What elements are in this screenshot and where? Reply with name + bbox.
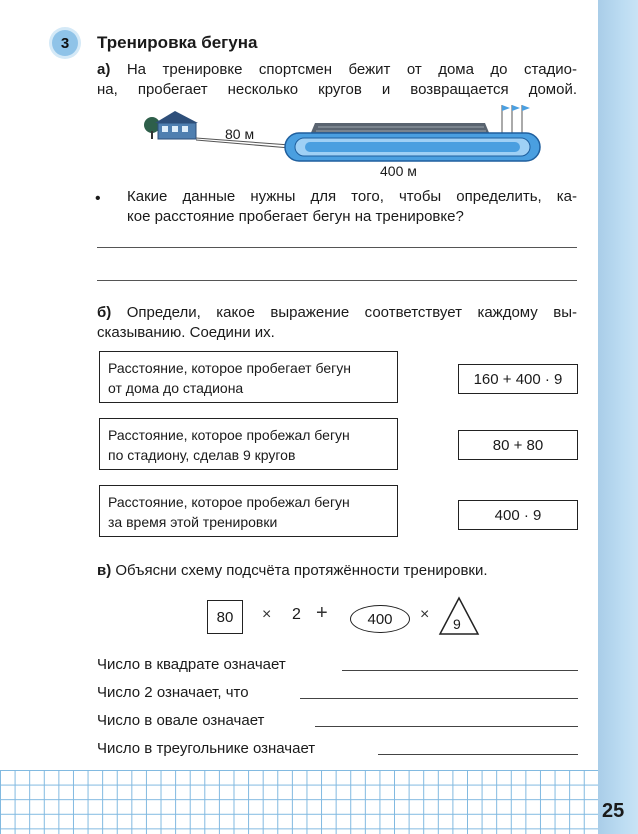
prompt-4: Число в треугольнике означает: [97, 740, 316, 757]
schema-square: 80: [207, 600, 243, 634]
distance-home-label: 80 м: [225, 126, 255, 142]
task-number-badge: 3: [52, 30, 78, 56]
prompt-2-answer-line[interactable]: [300, 698, 578, 699]
statement-box-3[interactable]: [99, 485, 398, 537]
part-c-text: Объясни схему подсчёта протяжённости тренировки.: [115, 562, 488, 579]
statement-box-2[interactable]: [99, 418, 398, 470]
part-a-text-line2: на, пробегает несколько кругов и возвращается домой.: [97, 81, 577, 98]
statement-2-line1: Расстояние, которое пробежал бегун: [108, 427, 350, 443]
part-a-line1: [97, 60, 577, 80]
part-c-line: [97, 561, 488, 581]
schema-oval: 400: [350, 605, 410, 633]
flags-icon: [502, 105, 530, 133]
schema-plus: +: [316, 602, 328, 624]
schema-two: 2: [292, 606, 301, 623]
schema-times-2: ×: [420, 606, 430, 623]
prompt-2: Число 2 означает, что: [97, 684, 249, 701]
part-a-text-line1: На тренировке спортсмен бежит от дома до стадио-: [126, 61, 578, 78]
answer-line-1[interactable]: [97, 247, 577, 248]
part-b-line1: [97, 303, 577, 323]
house-icon: [155, 111, 198, 139]
task-title: Тренировка бегуна: [97, 33, 258, 52]
prompt-1-answer-line[interactable]: [342, 670, 578, 671]
question-line1: Какие данные нужны для того, чтобы определить, ка-: [127, 188, 577, 205]
schema-triangle-value: 9: [453, 616, 461, 632]
distance-lap-label: 400 м: [380, 163, 417, 179]
prompt-3: Число в овале означает: [97, 712, 265, 729]
expression-box-1[interactable]: 160 + 400 · 9: [458, 364, 578, 394]
question-line2: кое расстояние пробегает бегун на тренировке?: [127, 208, 464, 225]
part-b-text-line1: Определи, какое выражение соответствует каждому вы-: [126, 304, 578, 321]
part-a-label: а): [97, 61, 111, 78]
part-b-text-line2: сказыванию. Соедини их.: [97, 324, 275, 341]
prompt-1: Число в квадрате означает: [97, 656, 286, 673]
statement-box-1[interactable]: [99, 351, 398, 403]
statement-3-line1: Расстояние, которое пробежал бегун: [108, 494, 350, 510]
answer-line-2[interactable]: [97, 280, 577, 281]
statement-1-line2: от дома до стадиона: [108, 380, 244, 396]
page-edge-strip: [598, 0, 638, 834]
part-b-label: б): [97, 304, 112, 321]
statement-1-line1: Расстояние, которое пробегает бегун: [108, 360, 351, 376]
bullet-icon: •: [95, 190, 101, 207]
prompt-4-answer-line[interactable]: [378, 754, 578, 755]
grid-paper: [0, 770, 598, 834]
schema-times-1: ×: [262, 606, 272, 623]
stadium-illustration: [140, 105, 560, 180]
part-c-label: в): [97, 562, 112, 579]
statement-2-line2: по стадиону, сделав 9 кругов: [108, 447, 296, 463]
expression-box-2[interactable]: 80 + 80: [458, 430, 578, 460]
page-number: 25: [602, 800, 625, 822]
statement-3-line2: за время этой тренировки: [108, 514, 278, 530]
expression-box-3[interactable]: 400 · 9: [458, 500, 578, 530]
prompt-3-answer-line[interactable]: [315, 726, 578, 727]
